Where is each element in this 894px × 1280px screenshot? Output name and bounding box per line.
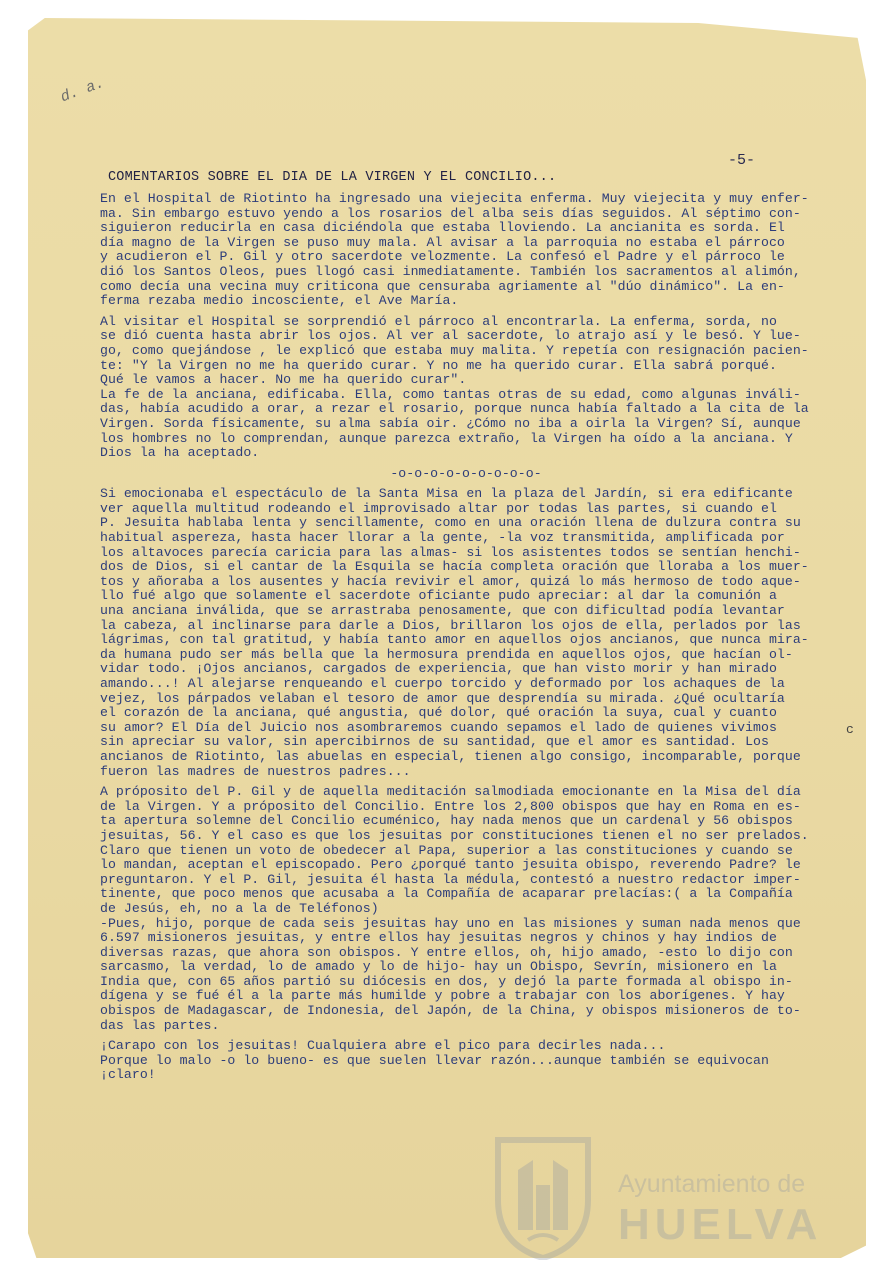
page-number: -5-	[728, 152, 756, 169]
watermark-logo	[488, 1130, 823, 1260]
watermark-line2: HUELVA	[618, 1200, 823, 1249]
document-body	[100, 192, 832, 1089]
paragraph-visit: Al visitar el Hospital se sorprendió el párroco al encontrarla. La enferma, sorda, no se dió cuenta hasta abrir los ojos. Al ver al sacerdote, lo atrajo así y le besó. Y lue- go, como quejándose , le explicó que estaba muy malita. Y repetía con resignación pacien- te: "Y la Virgen no me ha querido curar. Y no me ha querido curar. Ella sabrá porqué. Qué le vamos a hacer. No me ha querido curar". La fe de la anciana, edificaba. Ella, como tantas otras de su edad, como algunas inváli- das, había acudido a orar, a rezar el rosario, porque nunca había faltado a la cita de la Virgen. Sorda físicamente, su alma sabía oir. ¿Cómo no iba a oirla la Virgen? Sí, aunque los hombres no lo comprendan, aunque parezca extraño, la Virgen ha oído a la anciana. Y Dios la ha aceptado.	[100, 313, 809, 461]
handwritten-mark: d. a.	[58, 74, 107, 107]
document-heading: COMENTARIOS SOBRE EL DIA DE LA VIRGEN Y EL CONCILIO...	[108, 170, 557, 185]
paragraph-mass: Si emocionaba el espectáculo de la Santa Misa en la plaza del Jardín, si era edificante ver aquella multitud rodeando el improvisado altar por todas las partes, si cuando el P. Jesuita hablaba lenta y sencillamente, como en una oración llena de dulzura contra su habitual aspereza, hasta hacer llorar a la gente, -la voz transmitida, amplificada por los altavoces parecía caricia para las almas- si los asistentes todos se sentían henchi- dos de Dios, si el cantar de la Esquila se hacía completa oración que lloraba a los muer- tos y añoraba a los ausentes y hacía revivir el amor, quizá lo más hermoso de todo aque- llo fué algo que solamente el sacerdote oficiante pudo apreciar: al dar la comunión a una anciana inválida, que se arrastraba penosamente, que con dificultad podía levantar la cabeza, al inclinarse para darle a Dios, brillaron los ojos de ella, perlados por las lágrimas, con tal gratitud, y había tanto amor en aquellos ojos ancianos, que nunca mira- da humana pudo ser más bella que la hermosura prendida en aquellos ojos, que hacían ol- vidar todo. ¡Ojos ancianos, cargados de experiencia, que han visto morir y han mirado amando...! Al alejarse renqueando el cuerpo torcido y deformado por los achaques de la vejez, los párpados velaban el tesoro de amor que desprendía su mirada. ¿Qué ocultaría el corazón de la anciana, qué angustia, qué dolor, qué oración la suya, cual y cuanto su amor? El Día del Juicio nos asombraremos cuando sepamos el lado de quienes vivimos sin apreciar su valor, sin apercibirnos de su santidad, que el amor es santidad. Los ancianos de Riotinto, las abuelas en especial, tienen algo consigo, incomparable, porque fueron las madres de nuestros padres...	[100, 486, 809, 779]
section-separator: -o-o-o-o-o-o-o-o-o-	[390, 465, 542, 481]
city-seal-icon	[488, 1130, 598, 1260]
paragraph-closing: ¡Carapo con los jesuitas! Cualquiera abre el pico para decirles nada... Porque lo malo -o lo bueno- es que suelen llevar razón...aunque también se equivocan ¡claro!	[100, 1038, 769, 1083]
paragraph-hospital: En el Hospital de Riotinto ha ingresado una viejecita enferma. Muy viejecita y muy enfer- ma. Sin embargo estuvo yendo a los rosarios del alba seis días seguidos. Al séptimo con- siguieron reducirla en casa diciéndola que estaba lloviendo. La ancianita es sorda. El día magno de la Virgen se puso muy mala. Al avisar a la parroquia no estaba el párroco y acudieron el P. Gil y otro sacerdote velozmente. La confesó el Padre y el párroco le dió los Santos Oleos, pues llogó casi inmediatamente. También los sacramentos al alimón, como decía una vecina muy criticona que censuraba agriamente al "dúo dinámico". La en- ferma rezaba medio incosciente, el Ave María.	[100, 191, 809, 309]
margin-mark: c	[846, 722, 854, 737]
paragraph-council: A próposito del P. Gil y de aquella meditación salmodiada emocionante en la Misa del día de la Virgen. Y a próposito del Concilio. Entre los 2,800 obispos que hay en Roma en es- ta apertura solemne del Concilio ecuménico, hay nada menos que un cardenal y 56 obispos jesuitas, 56. Y el caso es que los jesuitas por constituciones tienen el no ser prelados. Claro que tienen un voto de obedecer al Papa, superior a las constituciones y cuando se lo mandan, aceptan el episcopado. Pero ¿porqué tanto jesuita obispo, reverendo Padre? le preguntaron. Y el P. Gil, jesuita él hasta la médula, contestó a nuestro redactor imper- tinente, que poco menos que acusaba a la Compañía de acaparar prelacías:( a la Compañía de Jesús, eh, no a la de Teléfonos) -Pues, hijo, porque de cada seis jesuitas hay uno en las misiones y suman nada menos que 6.597 misioneros jesuitas, y entre ellos hay jesuitas negros y chinos y hay indios de diversas razas, que ahora son obispos. Y entre ellos, oh, hijo amado, -esto lo dijo con sarcasmo, la verdad, lo de amado y lo de hijo- hay un Obispo, Sevrín, misionero en la India que, con 65 años partió su diócesis en dos, y dejó la parte formada al obispo in- dígena y se fué él a la parte más humilde y pobre a trabajar con los aborígenes. Y hay obispos de Madagascar, de Indonesia, del Japón, de la China, y obispos misioneros de to- das las partes.	[100, 784, 809, 1033]
watermark-line1: Ayuntamiento de	[618, 1170, 806, 1198]
